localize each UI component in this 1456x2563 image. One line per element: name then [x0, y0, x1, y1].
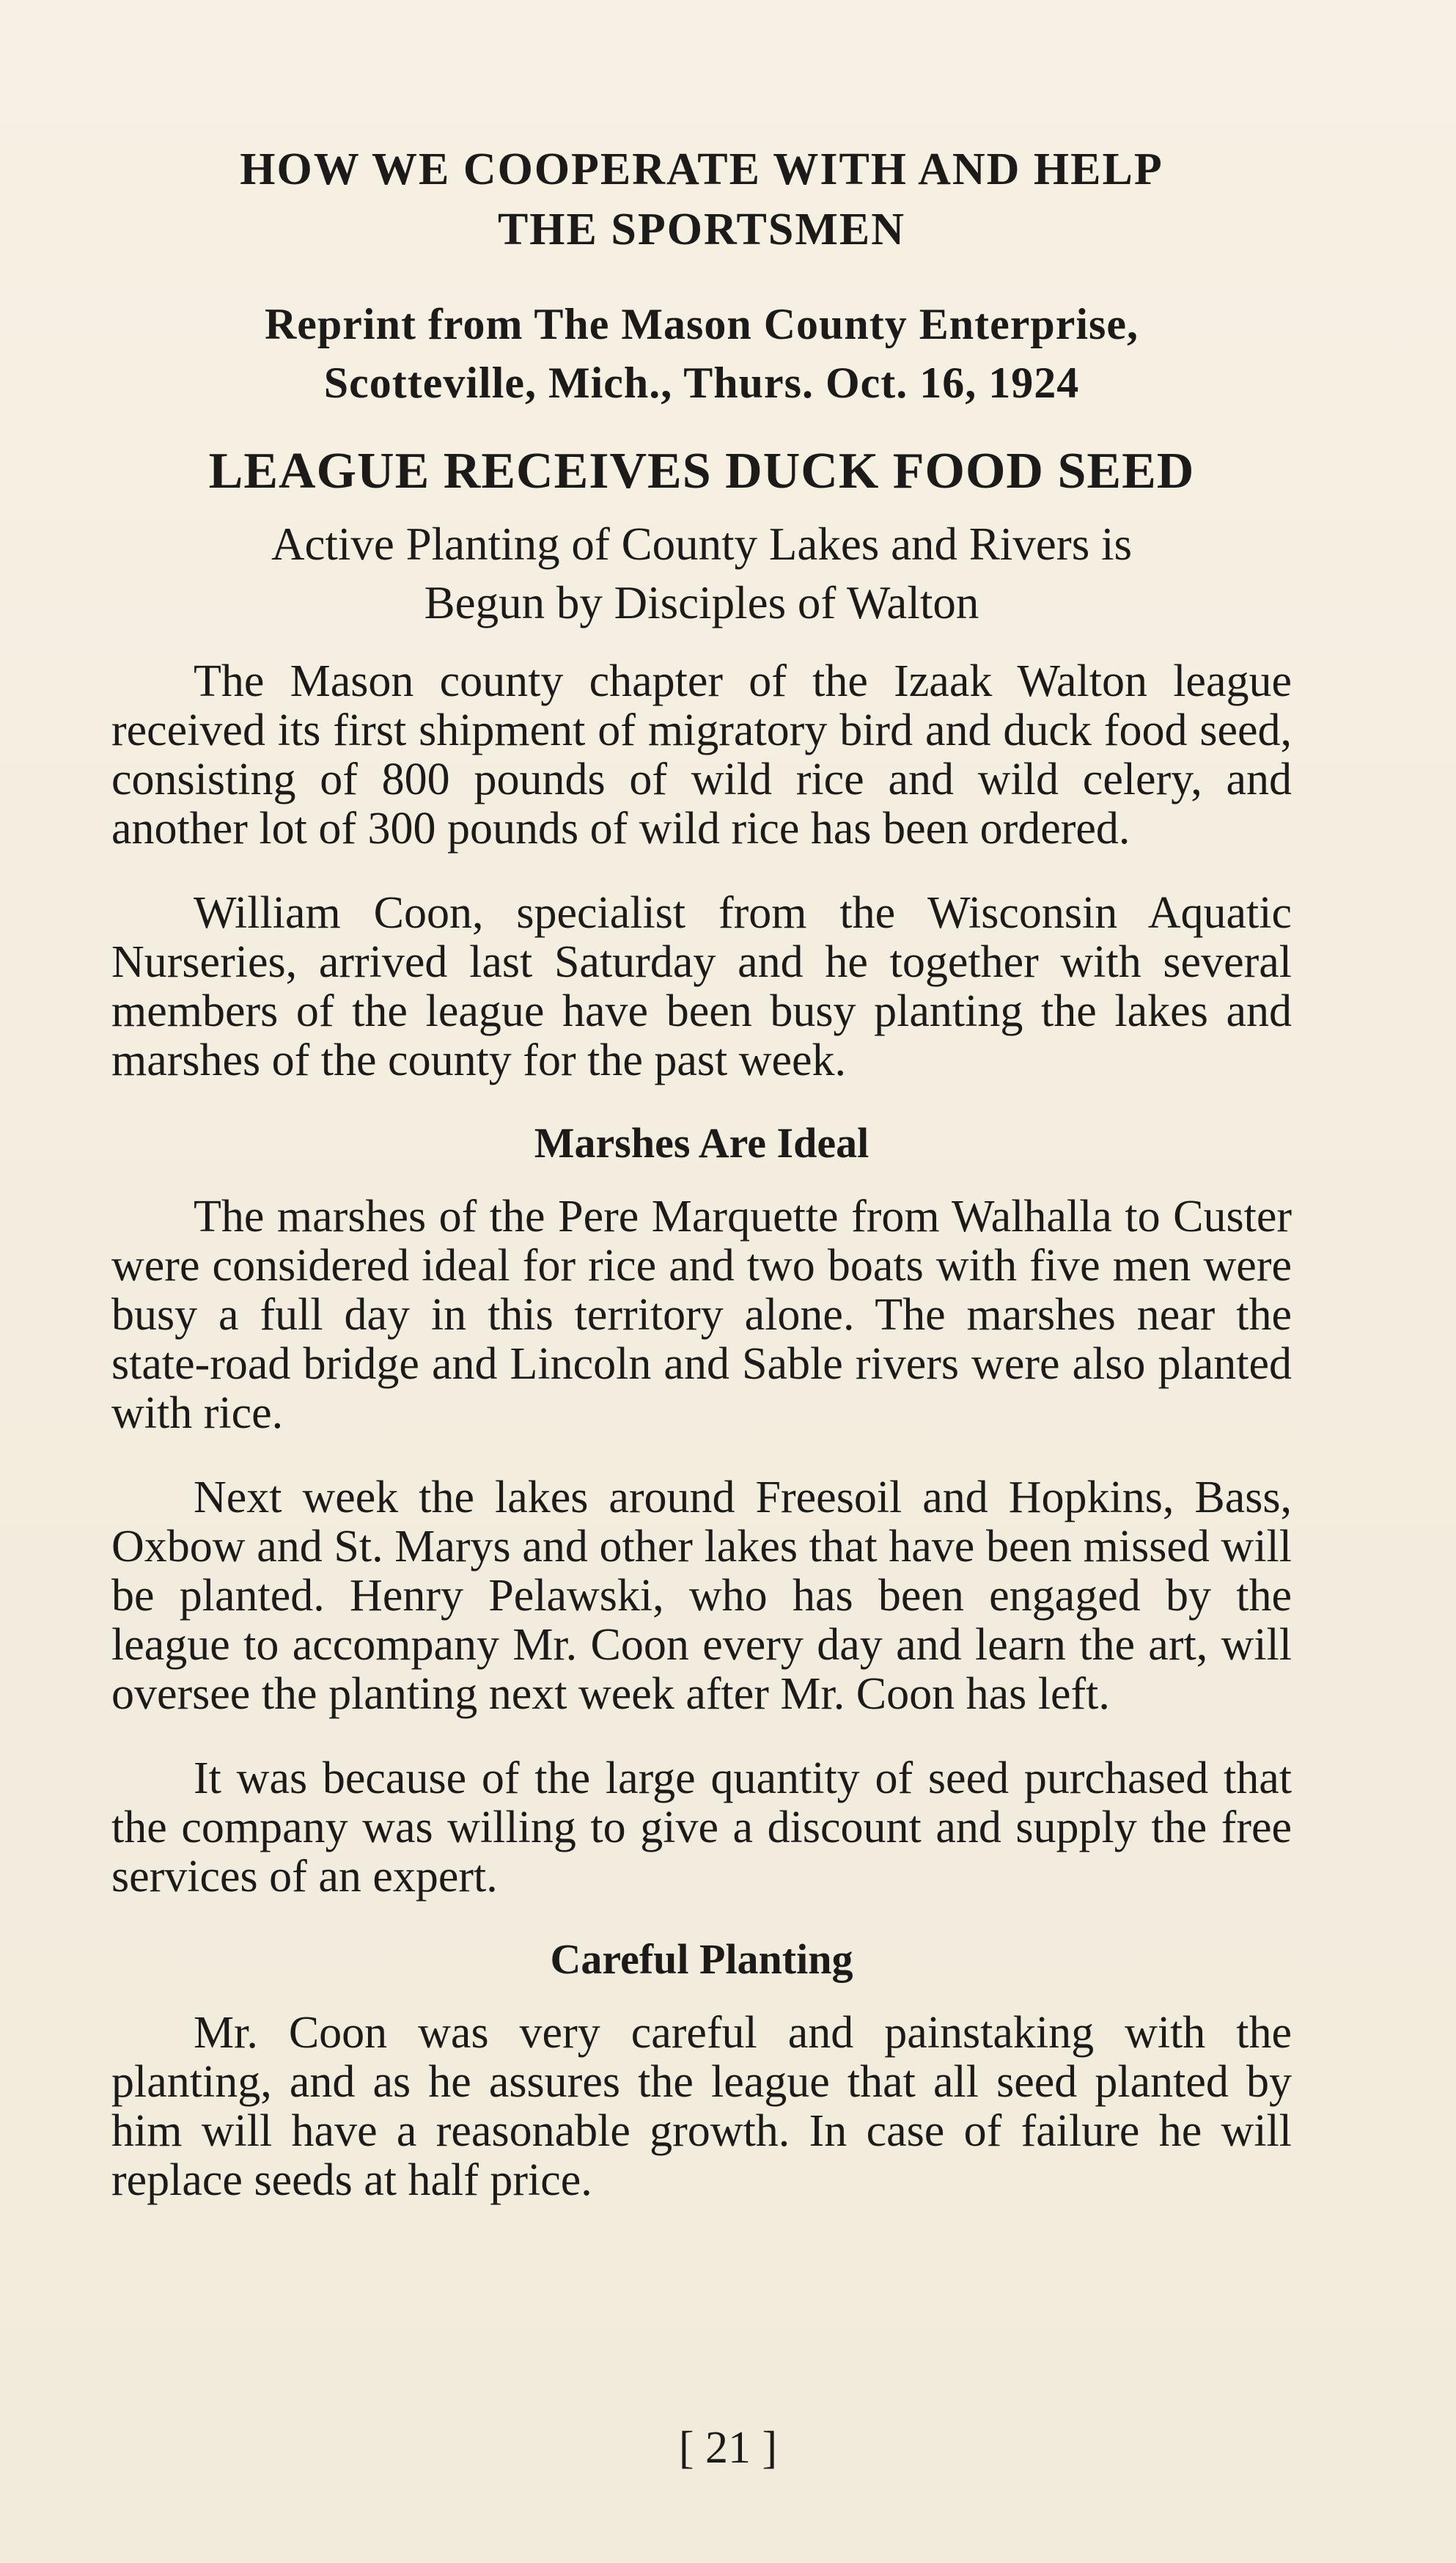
body-paragraph: Mr. Coon was very careful and painstaking with the planting, and as he assures the league that all seed planted by him will have a reasonable growth. In case of failure he will replace seeds at half price.: [111, 2008, 1292, 2205]
news-subheadline: [111, 515, 1292, 632]
section-heading-planting: Careful Planting: [550, 1935, 853, 1983]
reprint-line-2: Scotteville, Mich., Thurs. Oct. 16, 1924: [323, 359, 1080, 407]
section-heading-marshes: Marshes Are Ideal: [534, 1119, 869, 1167]
reprint-notice: [111, 295, 1292, 412]
body-paragraph: The marshes of the Pere Marquette from Walhalla to Custer were considered ideal for rice and two boats with five men were busy a full day in this territory alone. The marshes near the state-road bridge and Lincoln and Sable rivers were also planted with rice.: [111, 1192, 1292, 1438]
article-title: [111, 139, 1292, 260]
reprint-line-1: Reprint from The Mason County Enterprise,: [264, 300, 1139, 348]
subheadline-line-2: Begun by Disciples of Walton: [424, 577, 979, 628]
title-line-1: HOW WE COOPERATE WITH AND HELP: [240, 144, 1163, 194]
title-line-2: THE SPORTSMEN: [497, 205, 906, 254]
subheadline-line-1: Active Planting of County Lakes and Rivers is: [271, 518, 1133, 570]
body-paragraph: It was because of the large quantity of seed purchased that the company was willing to give a discount and supply the free services of an expert.: [111, 1753, 1292, 1902]
body-paragraph: Next week the lakes around Freesoil and Hopkins, Bass, Oxbow and St. Marys and other lakes that have been missed will be planted. Henry Pelawski, who has been engaged by the league to accompany Mr. Coon every day and learn the art, will oversee the planting next week after Mr. Coon has left.: [111, 1473, 1292, 1719]
news-headline: LEAGUE RECEIVES DUCK FOOD SEED: [208, 443, 1195, 499]
page-number: [ 21 ]: [678, 2423, 778, 2473]
page-content: [111, 139, 1292, 2205]
body-paragraph: William Coon, specialist from the Wisconsin Aquatic Nurseries, arrived last Saturday and he together with several members of the league have been busy planting the lakes and marshes of the county for the past week.: [111, 888, 1292, 1085]
body-paragraph: The Mason county chapter of the Izaak Walton league received its first shipment of migratory bird and duck food seed, consisting of 800 pounds of wild rice and wild celery, and another lot of 300 pounds of wild rice has been ordered.: [111, 656, 1292, 854]
